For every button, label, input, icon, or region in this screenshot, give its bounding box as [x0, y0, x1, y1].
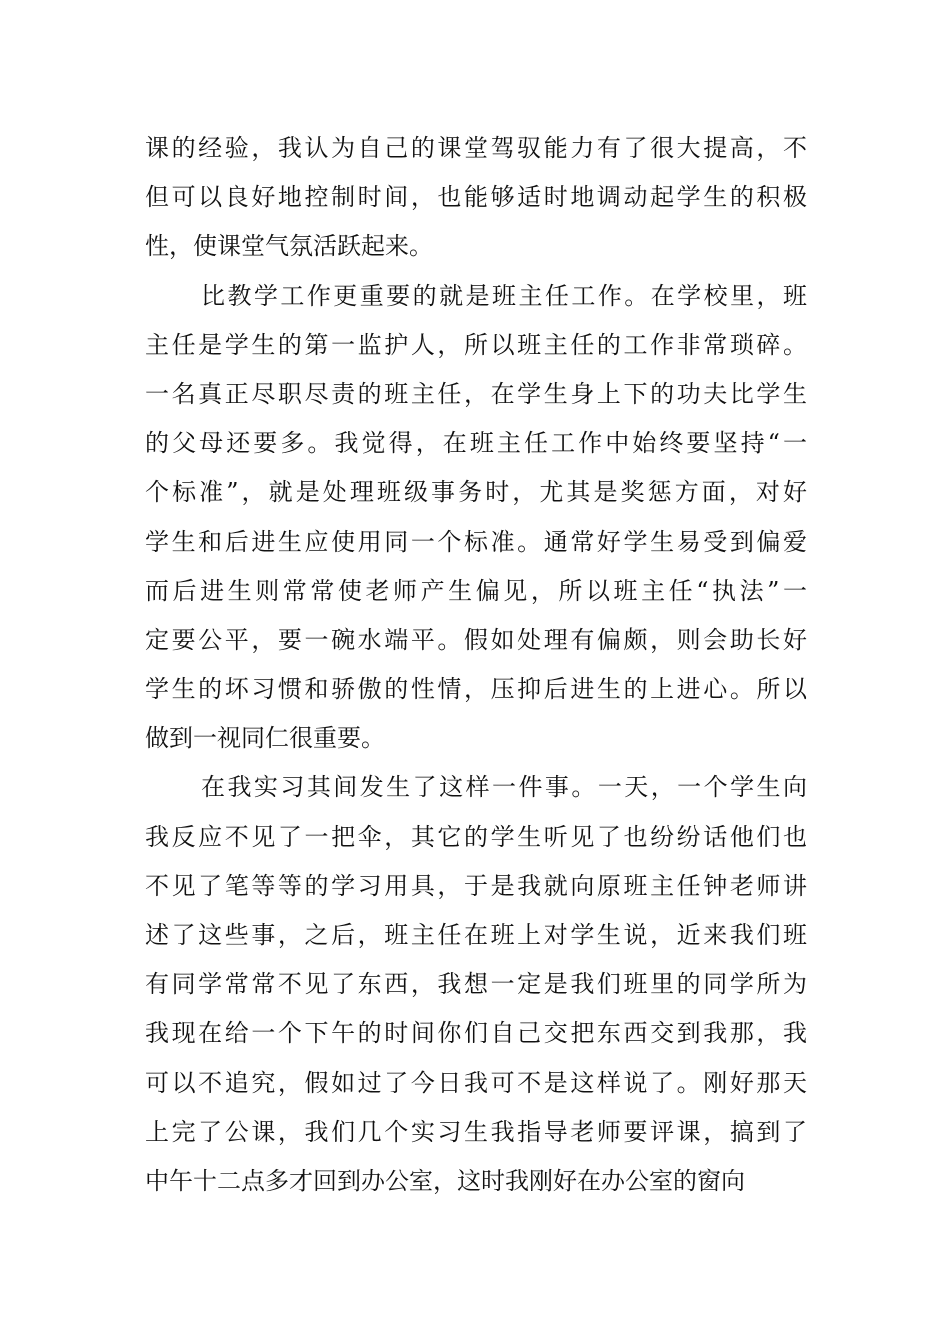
text-line: 主任是学生的第一监护人，所以班主任的工作非常琐碎。: [145, 330, 807, 359]
text-line: 可以不追究，假如过了今日我可不是这样说了。刚好那天: [145, 1068, 807, 1097]
text-line: 个标准”，就是处理班级事务时，尤其是奖惩方面，对好: [145, 478, 807, 507]
text-line: 一名真正尽职尽责的班主任，在学生身上下的功夫比学生: [145, 379, 807, 408]
text-line: 有同学常常不见了东西，我想一定是我们班里的同学所为: [145, 970, 807, 999]
text-line: 定要公平，要一碗水端平。假如处理有偏颇，则会助长好: [145, 625, 807, 654]
text-line: 学生和后进生应使用同一个标准。通常好学生易受到偏爱: [145, 527, 807, 556]
text-line: 在我实习其间发生了这样一件事。一天，一个学生向: [201, 773, 807, 802]
text-line: 我现在给一个下午的时间你们自己交把东西交到我那，我: [145, 1019, 807, 1048]
text-line: 课的经验，我认为自己的课堂驾驭能力有了很大提高，不: [145, 134, 807, 162]
text-line: 比教学工作更重要的就是班主任工作。在学校里，班: [201, 281, 807, 310]
text-line: 不见了笔等等的学习用具，于是我就向原班主任钟老师讲: [145, 871, 807, 900]
text-line: 上完了公课，我们几个实习生我指导老师要评课，搞到了: [145, 1117, 807, 1146]
text-line: 做到一视同仁很重要。: [145, 724, 385, 753]
text-line: 中午十二点多才回到办公室，这时我刚好在办公室的窗向: [145, 1166, 745, 1195]
text-line: 述了这些事，之后，班主任在班上对学生说，近来我们班: [145, 921, 807, 949]
text-line: 但可以良好地控制时间，也能够适时地调动起学生的积极: [145, 183, 807, 212]
text-line: 的父母还要多。我觉得，在班主任工作中始终要坚持“一: [145, 429, 807, 458]
text-line: 性，使课堂气氛活跃起来。: [145, 232, 433, 261]
paragraph: [145, 763, 807, 1206]
document-body: [145, 124, 807, 1206]
paragraph: [145, 272, 807, 764]
text-line: 学生的坏习惯和骄傲的性情，压抑后进生的上进心。所以: [145, 675, 807, 704]
text-line: 而后进生则常常使老师产生偏见，所以班主任“执法”一: [145, 576, 807, 605]
paragraph: [145, 124, 807, 272]
text-line: 我反应不见了一把伞，其它的学生听见了也纷纷话他们也: [145, 822, 807, 851]
